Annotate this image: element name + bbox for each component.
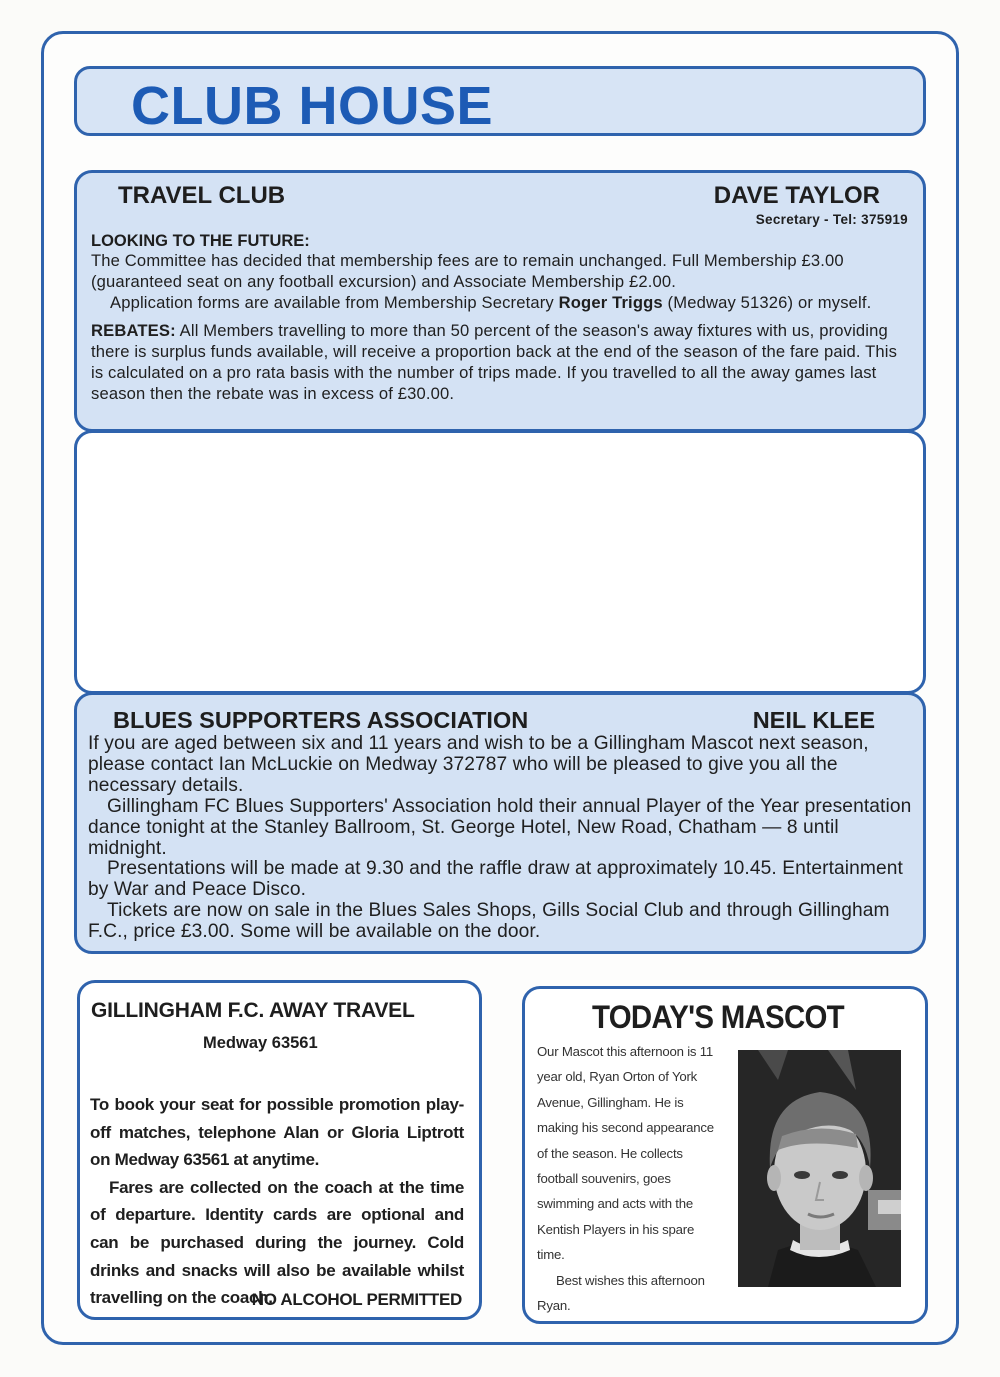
mascot-body [537,1039,717,1318]
no-alcohol-notice: NO ALCOHOL PERMITTED [251,1290,462,1309]
secretary-name: Roger Triggs [558,292,663,312]
travel-club-panel [74,170,926,432]
travel-club-body [91,251,913,405]
rebates-text: All Members travelling to more than 50 percent of the season's away fixtures with us, providing there is surplus funds available, will receive a proportion back at the end of the season of the fare paid. This is calculated on a pro rata basis with the number of trips made. If you travelled to all the away games last season then the rebate was in excess of £30.00. [91,321,898,403]
bsa-panel [74,692,926,954]
bsa-body [88,734,914,943]
travel-club-para-rebates [91,321,913,404]
forms-text: Application forms are available from Membership Secretary [110,292,559,312]
bsa-heading: BLUES SUPPORTERS ASSOCIATION [113,707,529,733]
away-travel-para-fares: Fares are collected on the coach at the time of departure. Identity cards are optional and can be purchased during the journey. Cold drinks and snacks will also be available whilst travelling on the coach. [90,1177,464,1308]
away-travel-panel [77,980,482,1320]
away-travel-phone: Medway 63561 [203,1034,318,1052]
travel-club-contact-role: Secretary - Tel: 375919 [755,212,908,227]
bsa-contact-name: NEIL KLEE [752,707,875,733]
bsa-para-dance: Gillingham FC Blues Supporters' Association hold their annual Player of the Year presentation dance tonight at the Stanley Ballroom, St. George Hotel, New Road, Chatham — 8 until midnight. [88,795,912,859]
travel-club-heading: TRAVEL CLUB [118,182,286,209]
mascot-heading: TODAY'S MASCOT [592,999,844,1035]
travel-club-subheading: LOOKING TO THE FUTURE: [91,232,310,250]
mascot-photo [738,1050,901,1287]
away-travel-body [90,1091,464,1312]
page-title: CLUB HOUSE [131,76,494,136]
mascot-portrait-illustration [738,1050,901,1287]
forms-text-end: (Medway 51326) or myself. [662,292,872,312]
away-travel-heading: GILLINGHAM F.C. AWAY TRAVEL [91,999,415,1022]
bsa-para-presentations: Presentations will be made at 9.30 and the raffle draw at approximately 10.45. Entertainment by War and Peace Disco. [88,858,903,901]
travel-club-contact-name: DAVE TAYLOR [713,182,880,209]
bsa-para-tickets: Tickets are now on sale in the Blues Sales Shops, Gills Social Club and through Gillingham F.C., price £3.00. Some will be available on the door. [88,900,890,943]
title-banner [74,66,926,136]
mascot-para-wishes: Best wishes this afternoon Ryan. [537,1272,705,1314]
rebates-label: REBATES: [91,321,176,341]
travel-club-para-fees: The Committee has decided that membership fees are to remain unchanged. Full Membership £3.00 (guaranteed seat on any football excursion) and Associate Membership £2.00. [91,251,844,291]
mascot-para-intro: Our Mascot this afternoon is 11 year old, Ryan Orton of York Avenue, Gillingham. He is making his second appearance of the season. He collects football souvenirs, goes swimming and acts with the Kentish Players in his spare time. [537,1044,714,1263]
away-travel-para-booking: To book your seat for possible promotion play-off matches, telephone Alan or Gloria Liptrott on Medway 63561 at anytime. [90,1095,464,1170]
blank-advert-panel [74,430,926,694]
travel-club-para-forms [91,293,913,314]
bsa-para-mascot: If you are aged between six and 11 years and wish to be a Gillingham Mascot next season, please contact Ian McLuckie on Medway 372787 who will be pleased to give you all the necessary details. [88,733,869,796]
